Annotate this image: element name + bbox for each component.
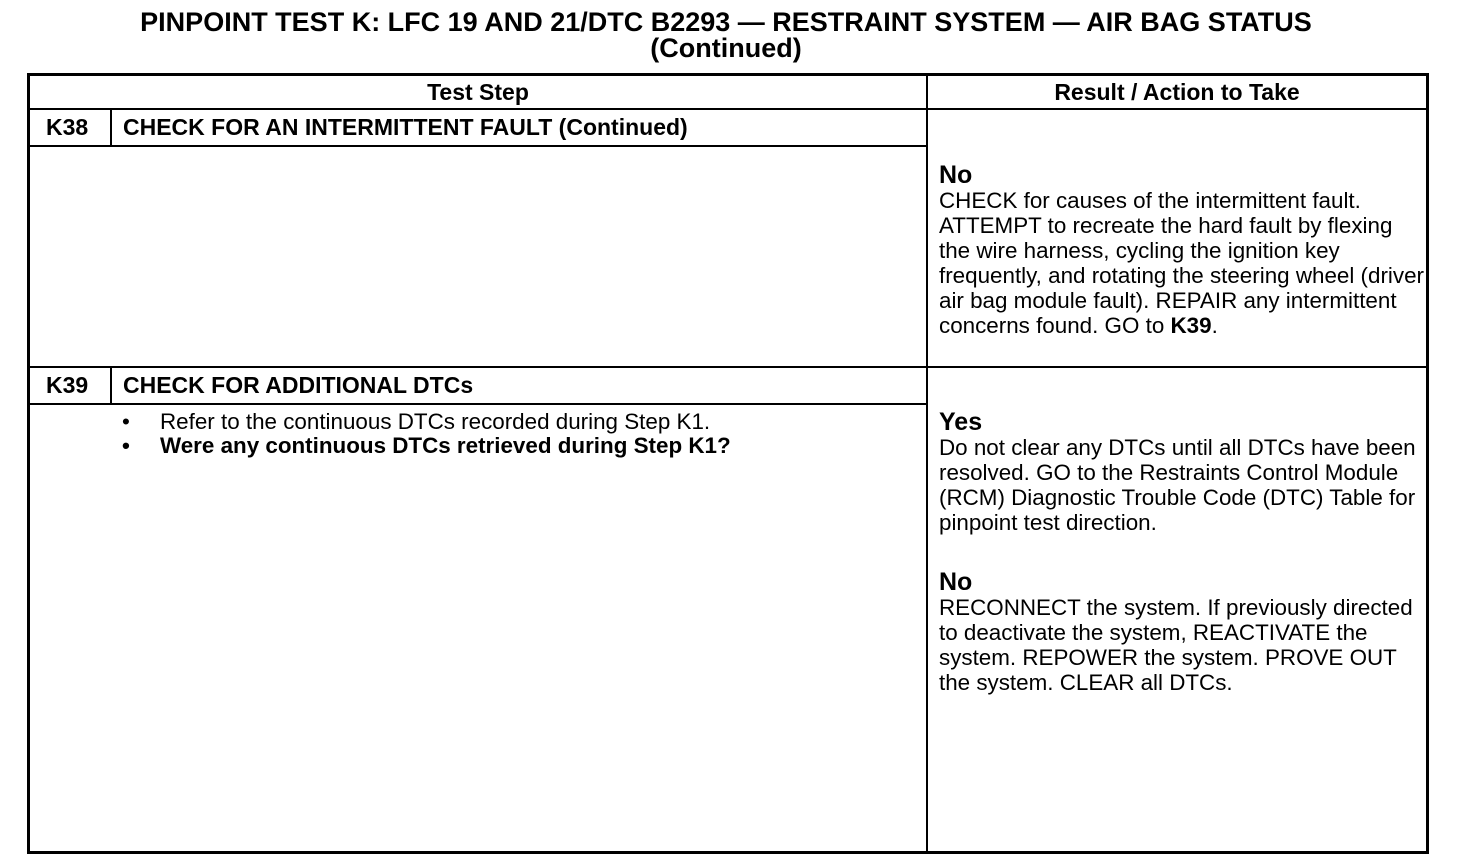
- result-label-no: No: [939, 568, 973, 596]
- k38-heading-divider: [27, 145, 927, 147]
- result-label-yes: Yes: [939, 408, 983, 436]
- header-test-step: Test Step: [427, 79, 529, 105]
- result-text: RECONNECT the system. If previously directed to deactivate the system, REACTIVATE the system. REPOWER the system. PROVE OUT the system. CLEAR all DTCs.: [939, 595, 1413, 695]
- step-id-divider-k39: [110, 367, 112, 405]
- step-heading-k38: CHECK FOR AN INTERMITTENT FAULT (Continued): [123, 114, 688, 140]
- header-divider: [27, 108, 1429, 110]
- result-text: CHECK for causes of the intermittent fault. ATTEMPT to recreate the hard fault by flexing the wire harness, cycling the ignition key frequently, and rotating the steering wheel (driver air bag module fault). REPAIR any intermittent concerns found. GO to K39.: [939, 188, 1424, 338]
- k39-heading-divider: [27, 403, 927, 405]
- step-id-divider-k38: [110, 109, 112, 147]
- goto-k39-link[interactable]: K39: [1170, 313, 1212, 338]
- result-text: Do not clear any DTCs until all DTCs have been resolved. GO to the Restraints Control Module (RCM) Diagnostic Trouble Code (DTC) Table for pinpoint test direction.: [939, 435, 1416, 535]
- result-k39-yes: [939, 409, 1425, 535]
- page-subtitle: (Continued): [650, 33, 802, 63]
- row-divider: [27, 366, 1429, 368]
- result-k39-no: [939, 569, 1425, 695]
- result-k38: [939, 162, 1425, 338]
- bullet-item: • Refer to the continuous DTCs recorded during Step K1.: [120, 410, 731, 434]
- step-id-k38: K38: [46, 114, 89, 140]
- bullet-item: • Were any continuous DTCs retrieved during Step K1?: [120, 434, 731, 458]
- header-result-action: Result / Action to Take: [1054, 79, 1300, 105]
- step-heading-k39: CHECK FOR ADDITIONAL DTCs: [123, 372, 474, 398]
- result-label-no: No: [939, 161, 973, 189]
- k39-bullet-list: [120, 410, 731, 458]
- page-title: PINPOINT TEST K: LFC 19 AND 21/DTC B2293 — RESTRAINT SYSTEM — AIR BAG STATUS: [140, 7, 1312, 37]
- column-divider: [926, 73, 928, 854]
- step-id-k39: K39: [46, 372, 89, 398]
